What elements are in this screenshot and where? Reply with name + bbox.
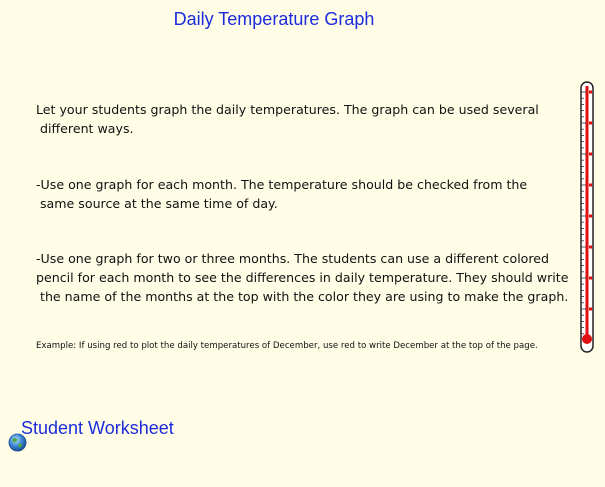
- thermometer-degree-mark: [589, 153, 592, 156]
- thermometer-degree-mark: [589, 91, 592, 94]
- page-title: Daily Temperature Graph: [173, 9, 375, 29]
- monthly-graph-paragraph: [36, 175, 576, 213]
- thermometer-icon: [577, 80, 597, 354]
- student-worksheet-link[interactable]: Student Worksheet: [21, 418, 174, 438]
- intro-paragraph: [36, 100, 576, 138]
- multi-month-line-1: -Use one graph for two or three months. The students can use a different colored: [36, 251, 550, 266]
- multi-month-line-3: the name of the months at the top with the color they are using to make the graph.: [40, 289, 569, 304]
- thermometer-degree-mark: [589, 122, 592, 125]
- thermometer-degree-mark: [589, 308, 592, 311]
- thermometer-degree-mark: [589, 184, 592, 187]
- multi-month-paragraph: [36, 249, 576, 306]
- thermometer-degree-mark: [589, 246, 592, 249]
- thermometer-degree-mark: [589, 277, 592, 280]
- example-note: Example: If using red to plot the daily temperatures of December, use red to write December at the top of the page.: [36, 341, 538, 351]
- multi-month-line-2: pencil for each month to see the differences in daily temperature. They should write: [36, 270, 569, 285]
- monthly-line-1: -Use one graph for each month. The temperature should be checked from the: [36, 177, 528, 192]
- intro-line-2: different ways.: [40, 121, 134, 136]
- intro-line-1: Let your students graph the daily temperatures. The graph can be used several: [36, 102, 539, 117]
- monthly-line-2: same source at the same time of day.: [40, 196, 278, 211]
- thermometer-degree-mark: [589, 215, 592, 218]
